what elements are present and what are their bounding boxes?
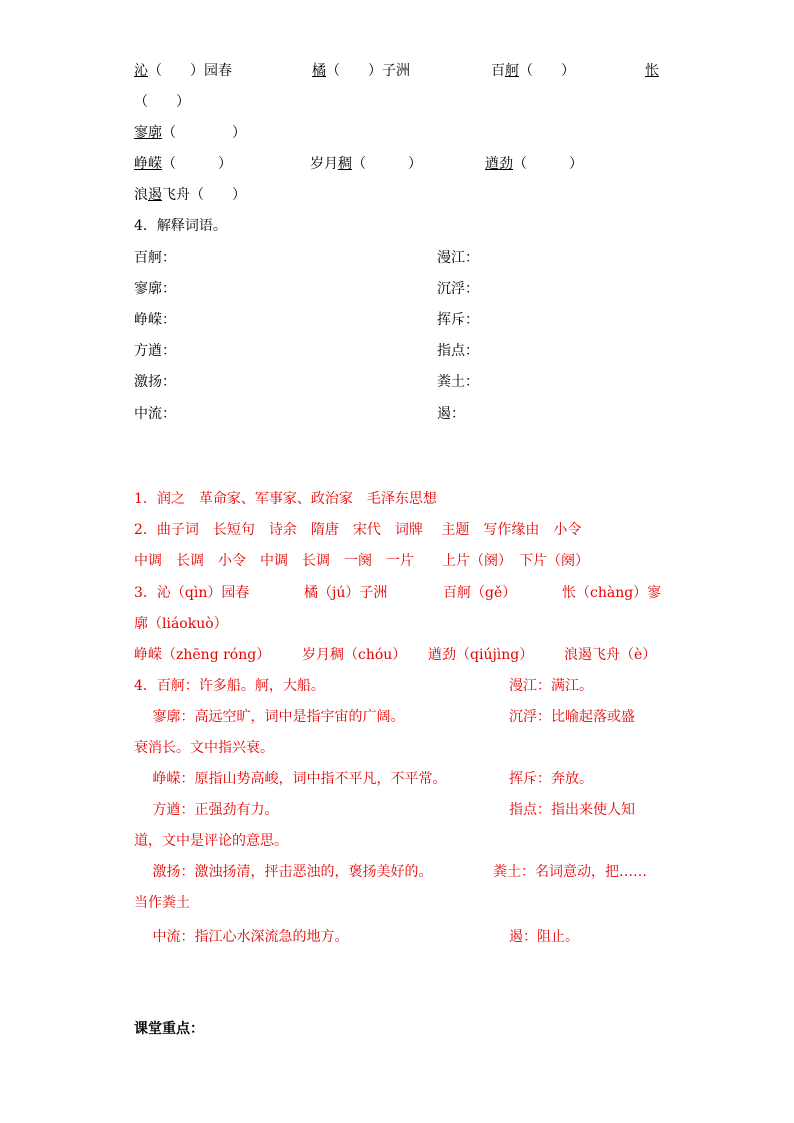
answer-3-item: 浪遏飞舟（è） xyxy=(564,647,657,663)
section4-title: 4．解释词语。 xyxy=(134,218,227,234)
answer-2-line1: 2．曲子词 长短句 诗余 隋唐 宋代 词牌 主题 写作缘由 小令 xyxy=(134,522,582,538)
answer-4-left: 峥嵘：原指山势高峻，词中指不平凡，不平常。 xyxy=(134,771,447,787)
answer-4-left: 衰消长。文中指兴衰。 xyxy=(134,740,274,756)
answer-4-right: 挥斥：奔放。 xyxy=(509,771,593,787)
term-left: 中流： xyxy=(134,406,176,422)
answer-1: 1．润之 革命家、军事家、政治家 毛泽东思想 xyxy=(134,491,437,507)
pinyin-item-zhengrong: 峥嵘（ ） xyxy=(134,156,232,172)
answer-3-item: 峥嵘（zhēng róng） xyxy=(134,647,271,663)
key-points-label: 课堂重点： xyxy=(134,1021,204,1037)
term-left: 百舸： xyxy=(134,250,176,266)
term-left: 寥廓： xyxy=(134,281,176,297)
answer-4-right: 漫江：满江。 xyxy=(509,678,593,694)
answer-3-item: 3．沁（qìn）园春 xyxy=(134,585,250,601)
pinyin-item-chang: 怅 xyxy=(645,63,659,79)
answer-3-item: 百舸（gě） xyxy=(443,585,517,601)
pinyin-item-qiujing: 遒劲（ ） xyxy=(485,156,583,172)
pinyin-item-chou: 岁月稠（ ） xyxy=(310,156,422,172)
term-right: 漫江： xyxy=(437,250,479,266)
answer-4-left: 方遒：正强劲有力。 xyxy=(134,802,279,818)
term-right: 粪土： xyxy=(437,374,479,390)
answer-4-left: 寥廓：高远空旷，词中是指宇宙的广阔。 xyxy=(134,709,405,725)
answer-2-line2: 中调 长调 小令 中调 长调 一阕 一片 上片（阕） 下片（阕） xyxy=(134,553,589,569)
answer-4-left: 4．百舸：许多船。舸，大船。 xyxy=(134,678,325,694)
answer-4-right: 遏：阻止。 xyxy=(509,929,579,945)
term-right: 挥斥： xyxy=(437,312,479,328)
term-right: 遏： xyxy=(437,406,465,422)
answer-4-left: 当作粪土 xyxy=(134,895,190,911)
answer-4-left: 中流：指江心水深流急的地方。 xyxy=(134,929,349,945)
term-right: 沉浮： xyxy=(437,281,479,297)
answer-4-left: 道，文中是评论的意思。 xyxy=(134,833,288,849)
pinyin-item-liaokuo: 寥廓（ ） xyxy=(134,125,246,141)
pinyin-item-ge: 百舸（ ） xyxy=(491,63,575,79)
answer-4-right: 粪土：名词意动，把…… xyxy=(493,864,647,880)
answer-3-line2: 廓（liáokuò） xyxy=(134,616,228,632)
answer-3-item: 遒劲（qiújìng） xyxy=(428,647,534,663)
term-right: 指点： xyxy=(437,343,479,359)
pinyin-item-e: 浪遏飞舟（ ） xyxy=(134,187,246,203)
answer-3-item: 橘（jú）子洲 xyxy=(304,585,388,601)
term-left: 峥嵘： xyxy=(134,312,176,328)
answer-4-right: 沉浮：比喻起落或盛 xyxy=(509,709,635,725)
term-left: 激扬： xyxy=(134,374,176,390)
answer-4-right: 指点：指出来使人知 xyxy=(509,802,635,818)
answer-4-left: 激扬：激浊扬清，抨击恶浊的，褒扬美好的。 xyxy=(134,864,433,880)
pinyin-item-ju: 橘（ ）子洲 xyxy=(312,63,410,79)
answer-3-item: 怅（chàng）寥 xyxy=(562,585,662,601)
pinyin-item-qin: 沁（ ）园春 xyxy=(134,63,232,79)
pinyin-item-chang-blank: （ ） xyxy=(134,94,190,110)
term-left: 方遒： xyxy=(134,343,176,359)
answer-3-item: 岁月稠（chóu） xyxy=(302,647,407,663)
